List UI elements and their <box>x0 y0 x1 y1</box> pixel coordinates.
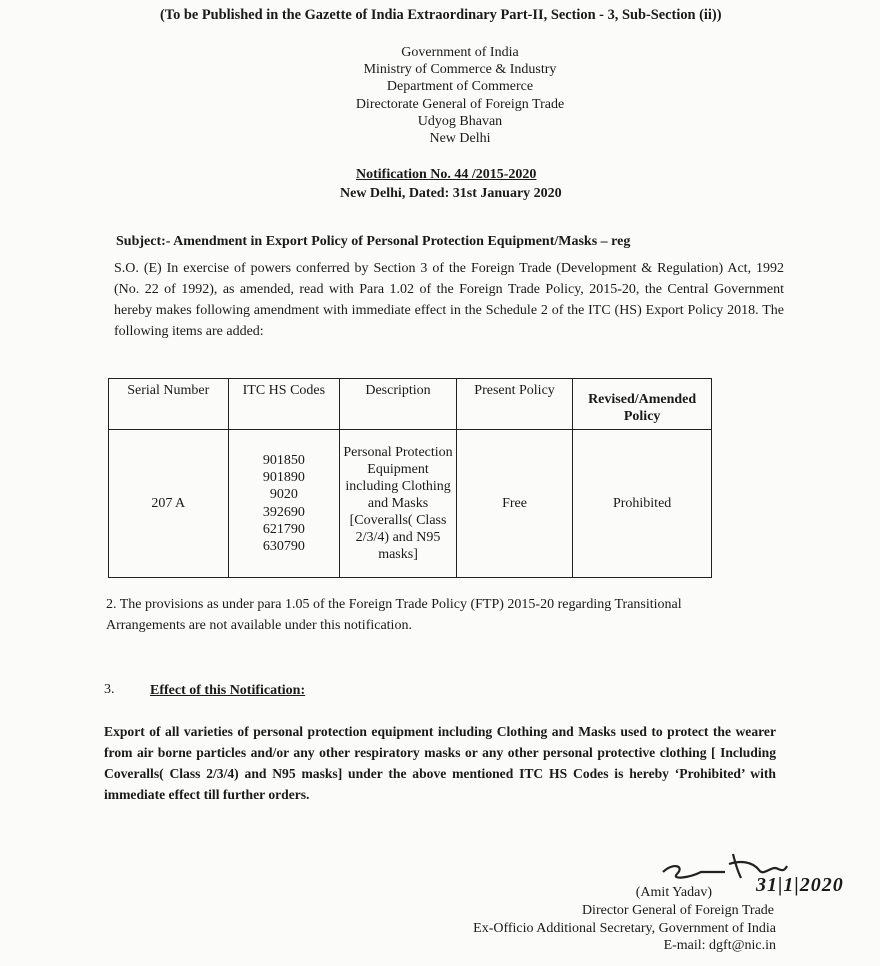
header-serial-number: Serial Number <box>109 379 229 430</box>
header-description: Description <box>340 379 457 430</box>
itc-code: 901890 <box>262 469 305 485</box>
cell-description: Personal Protection Equipment including Clothing and Masks [Coveralls( Class 2/3/4) and N95 masks] <box>340 430 457 578</box>
handwritten-date: 31|1|2020 <box>756 874 844 896</box>
office-line-department: Department of Commerce <box>386 79 534 95</box>
cell-itc-hs-codes <box>228 430 340 578</box>
signatory-name: (Amit Yadav) <box>635 885 712 900</box>
itc-code: 630790 <box>262 539 305 555</box>
itc-code: 9020 <box>269 487 298 503</box>
office-line-government: Government of India <box>401 45 519 60</box>
cell-revised-policy: Prohibited <box>573 430 712 578</box>
gazette-note: (To be Published in the Gazette of India Extraordinary Part-II, Section - 3, Sub-Section (ii)) <box>160 7 722 23</box>
office-line-directorate: Directorate General of Foreign Trade <box>355 96 565 112</box>
table-row <box>109 430 712 578</box>
itc-code: 901850 <box>262 452 305 468</box>
signature-block <box>396 884 776 955</box>
cell-serial-number: 207 A <box>109 430 229 578</box>
office-address <box>330 44 590 147</box>
paragraph-2: 2. The provisions as under para 1.05 of the Foreign Trade Policy (FTP) 2015-20 regarding Transitional Arrangements are not available under this notification. <box>106 597 682 633</box>
header-revised-policy: Revised/Amended Policy <box>573 379 712 430</box>
header-present-policy: Present Policy <box>456 379 572 430</box>
policy-table <box>108 378 712 578</box>
paragraph-3-heading: Effect of this Notification: <box>150 683 306 698</box>
notification-date: New Delhi, Dated: 31st January 2020 <box>340 186 562 201</box>
office-line-ministry: Ministry of Commerce & Industry <box>363 62 557 78</box>
office-line-building: Udyog Bhavan <box>417 113 503 129</box>
signatory-additional-title: Ex-Officio Additional Secretary, Government of India <box>473 920 776 936</box>
subject-line: Subject:- Amendment in Export Policy of Personal Protection Equipment/Masks – reg <box>116 234 631 249</box>
signatory-designation: Director General of Foreign Trade <box>581 902 774 918</box>
intro-paragraph: S.O. (E) In exercise of powers conferred by Section 3 of the Foreign Trade (Development & Regulation) Act, 1992 (No. 22 of 1992), as amended, read with Para 1.02 of the Foreign Trade Policy, 2015-20, the Central Government hereby makes following amendment with immediate effect in the Schedule 2 of the ITC (HS) Export Policy 2018. The following items are added: <box>114 261 784 339</box>
header-itc-hs-codes: ITC HS Codes <box>228 379 340 430</box>
notification-number: Notification No. 44 /2015-2020 <box>356 167 537 182</box>
table-header-row <box>109 379 712 430</box>
cell-present-policy: Free <box>456 430 572 578</box>
paragraph-3-body: Export of all varieties of personal protection equipment including Clothing and Masks used to protect the wearer from air borne particles and/or any other respiratory masks or any other personal protective clothing [ Including Coveralls( Class 2/3/4) and N95 masks] under the above mentioned ITC HS Codes is hereby ‘Prohibited’ with immediate effect till further orders. <box>104 724 776 802</box>
paragraph-3-number: 3. <box>104 682 115 697</box>
office-line-city: New Delhi <box>429 131 491 147</box>
itc-code: 621790 <box>262 521 305 537</box>
signatory-email: E-mail: dgft@nic.in <box>663 938 776 954</box>
itc-code: 392690 <box>262 504 305 520</box>
